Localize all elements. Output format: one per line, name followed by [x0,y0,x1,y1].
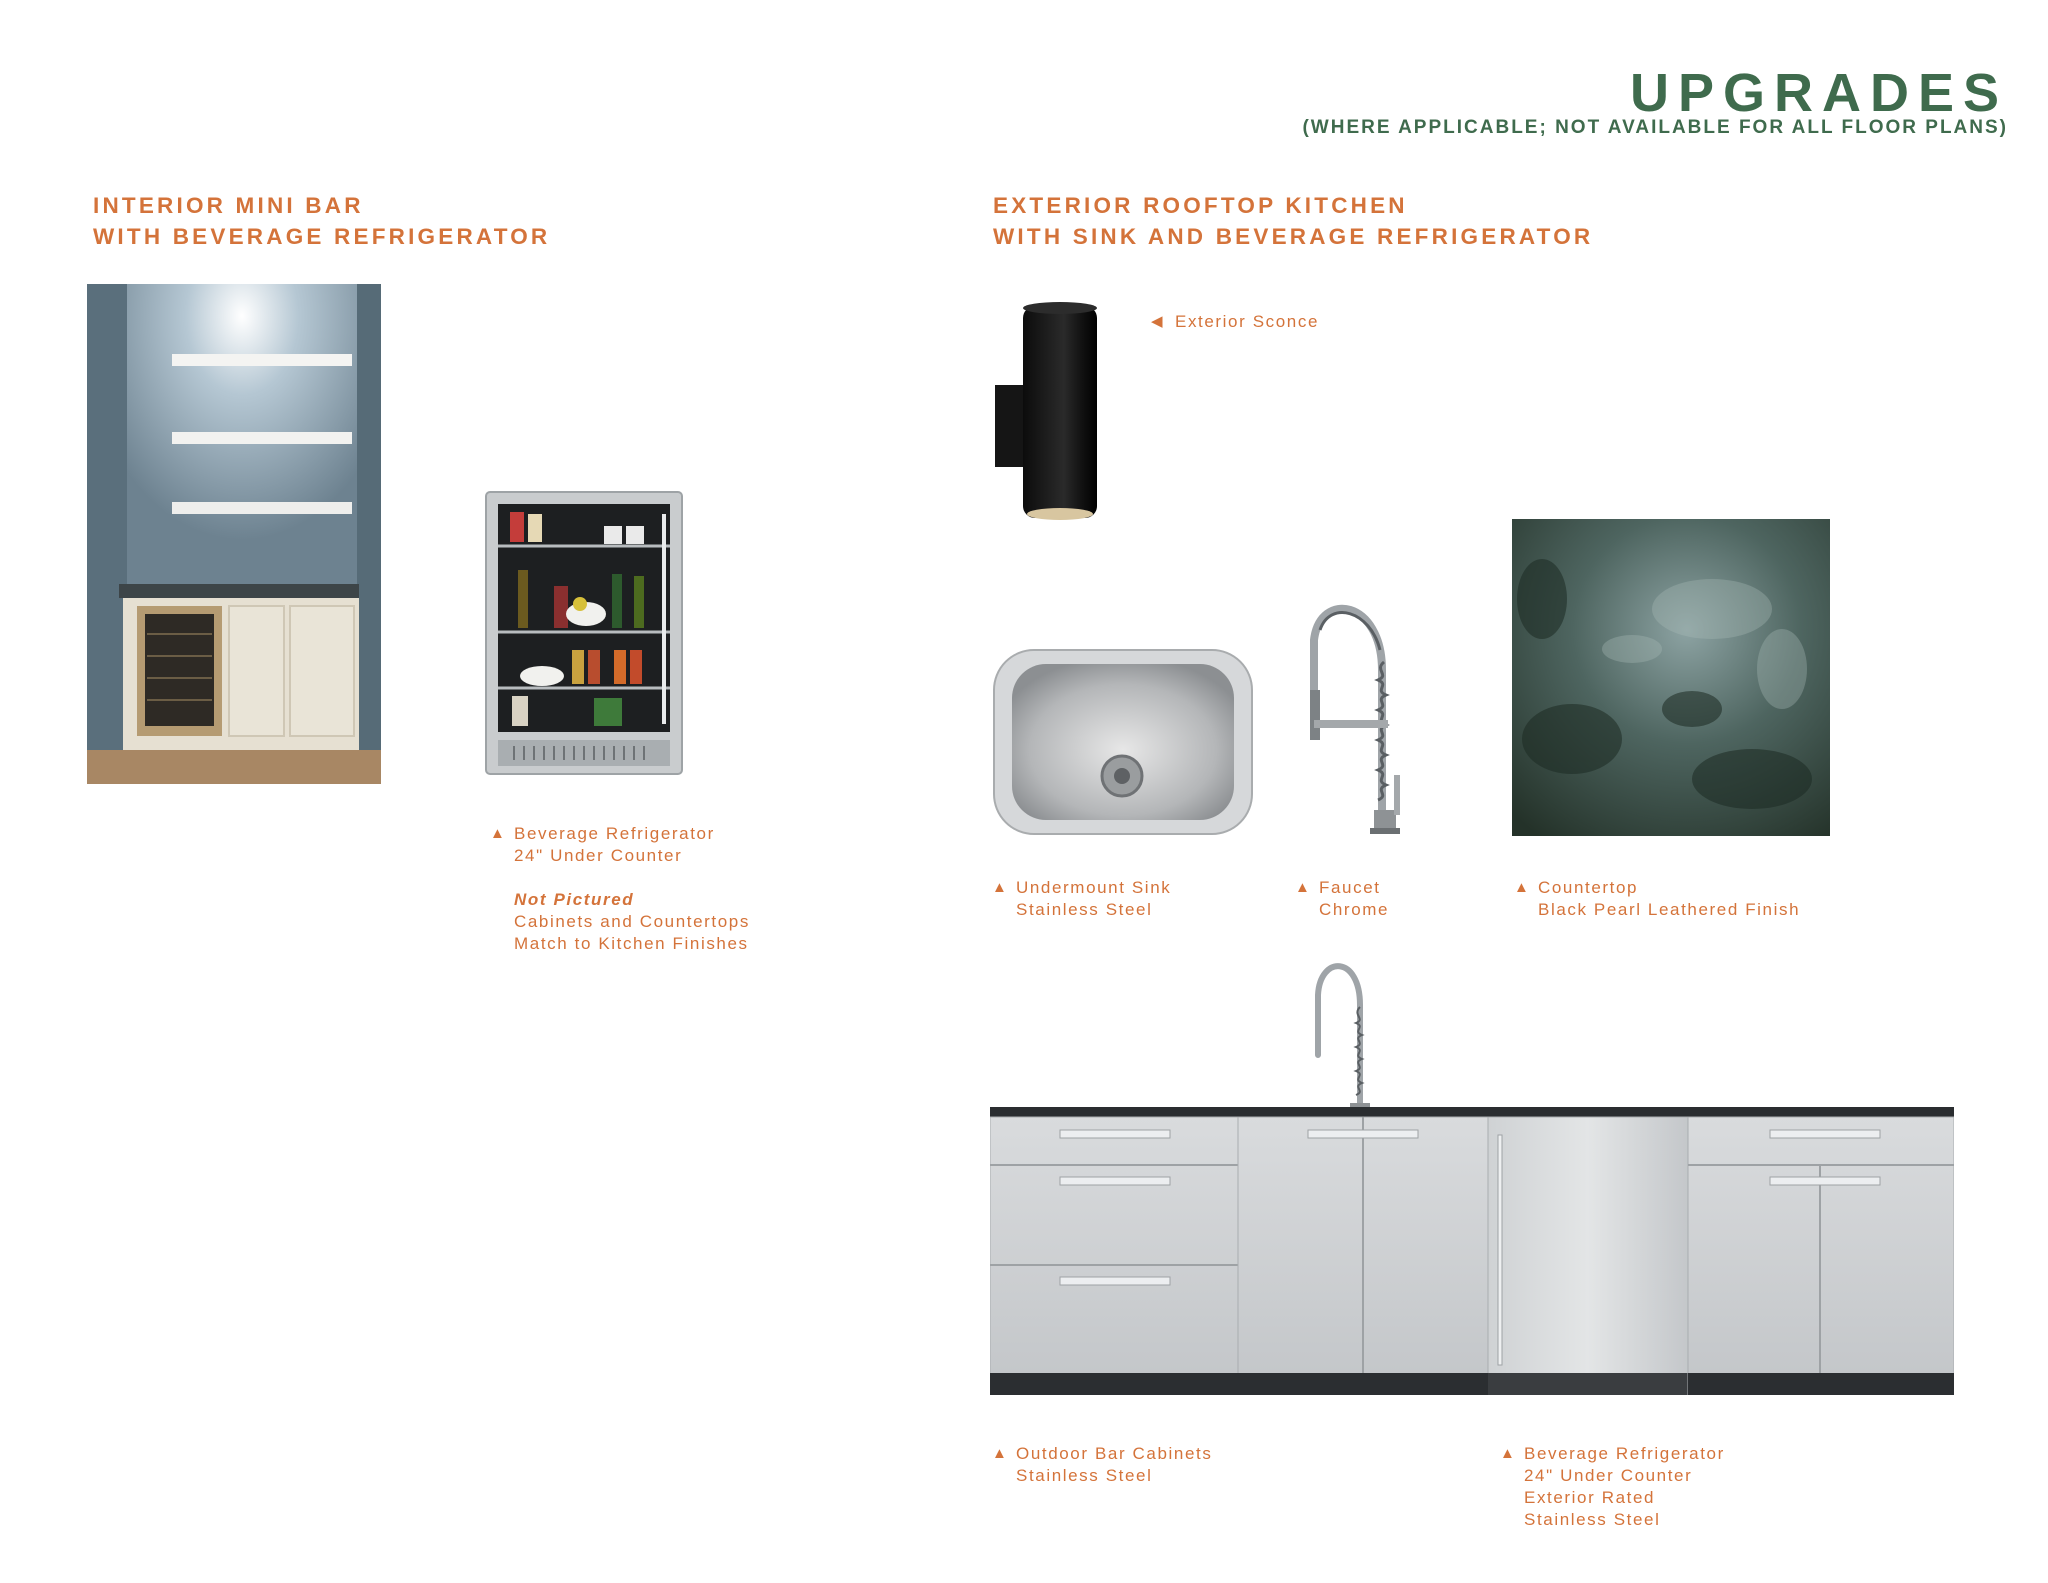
cabinets-caption-line2: Stainless Steel [1016,1466,1153,1485]
countertop-caption-line2: Black Pearl Leathered Finish [1538,900,1801,919]
page-subtitle: (WHERE APPLICABLE; NOT AVAILABLE FOR ALL FLOOR PLANS) [1302,117,2008,138]
countertop-caption [1514,877,1914,925]
sink-caption-line1: Undermount Sink [1016,878,1172,897]
sink-caption-line2: Stainless Steel [1016,900,1153,919]
exterior-fridge-caption [1500,1443,1830,1535]
not-pictured-label: Not Pictured [514,890,635,909]
interior-heading-line1: INTERIOR MINI BAR [93,193,364,218]
page-title: UPGRADES [1629,63,2008,123]
exterior-heading-line1: EXTERIOR ROOFTOP KITCHEN [993,193,1408,218]
sink-caption [992,877,1252,925]
cabinets-caption-line1: Outdoor Bar Cabinets [1016,1444,1213,1463]
sconce-caption-text: Exterior Sconce [1175,312,1319,331]
interior-heading-line2: WITH BEVERAGE REFRIGERATOR [93,224,551,249]
exterior-sconce-image [993,300,1105,524]
up-triangle-icon: ▲ [490,825,507,842]
countertop-caption-line1: Countertop [1538,878,1639,897]
mini-bar-image [87,284,381,784]
sconce-caption [1151,311,1381,335]
sink-image [992,640,1254,840]
exterior-fridge-caption-line2: 24" Under Counter [1524,1466,1693,1485]
outdoor-kitchen-image [990,955,1954,1395]
not-pictured-line1: Cabinets and Countertops [514,912,750,931]
faucet-caption-line2: Chrome [1319,900,1390,919]
faucet-image [1290,570,1430,850]
up-triangle-icon: ▲ [1295,879,1312,896]
interior-fridge-caption [490,823,870,963]
interior-heading [93,190,550,252]
up-triangle-icon: ▲ [1514,879,1531,896]
cabinets-caption [992,1443,1292,1491]
faucet-caption-line1: Faucet [1319,878,1381,897]
interior-fridge-caption-line2: 24" Under Counter [514,846,683,865]
up-triangle-icon: ▲ [992,879,1009,896]
faucet-caption [1295,877,1455,925]
countertop-swatch-image [1512,519,1830,836]
interior-fridge-image [484,490,684,776]
up-triangle-icon: ▲ [1500,1445,1517,1462]
exterior-fridge-caption-line1: Beverage Refrigerator [1524,1444,1725,1463]
exterior-fridge-caption-line4: Stainless Steel [1524,1510,1661,1529]
interior-fridge-caption-line1: Beverage Refrigerator [514,824,715,843]
left-triangle-icon: ◀ [1151,313,1165,330]
not-pictured-line2: Match to Kitchen Finishes [514,934,749,953]
up-triangle-icon: ▲ [992,1445,1009,1462]
exterior-heading-line2: WITH SINK AND BEVERAGE REFRIGERATOR [993,224,1594,249]
exterior-fridge-caption-line3: Exterior Rated [1524,1488,1656,1507]
exterior-heading [993,190,1593,252]
